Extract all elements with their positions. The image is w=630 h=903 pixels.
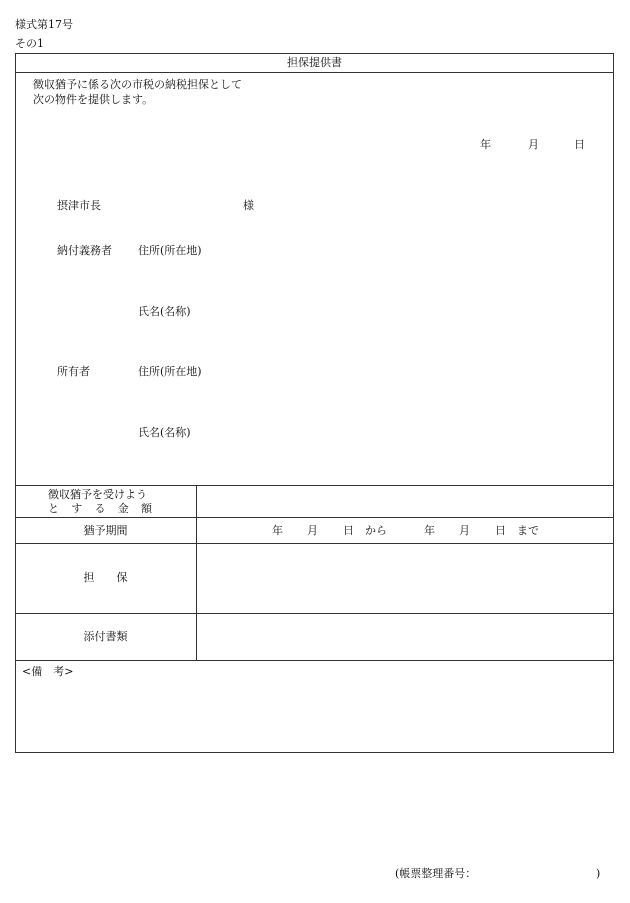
date-day-label: 日 bbox=[574, 138, 585, 151]
period-from-month: 月 bbox=[307, 524, 318, 537]
owner-label: 所有者 bbox=[57, 365, 90, 378]
owner-name-label: 氏名(名称) bbox=[138, 426, 191, 439]
amount-label-line-2 bbox=[48, 502, 152, 515]
period-to-word: まで bbox=[517, 524, 539, 537]
amount-char: る bbox=[94, 502, 106, 515]
ledger-number-label: (帳票整理番号： bbox=[395, 867, 477, 880]
taxpayer-label: 納付義務者 bbox=[57, 244, 112, 257]
table-line-period bbox=[15, 543, 614, 544]
intro-line-2: 次の物件を提供します。 bbox=[33, 93, 154, 106]
taxpayer-address-label: 住所(所在地) bbox=[138, 244, 202, 257]
period-to-month: 月 bbox=[459, 524, 470, 537]
amount-char: 金 bbox=[117, 502, 129, 515]
ledger-number-close: ) bbox=[596, 867, 601, 880]
amount-char: す bbox=[71, 502, 83, 515]
period-from-word: から bbox=[365, 524, 387, 537]
addressee-honorific: 様 bbox=[243, 199, 254, 212]
addressee-name: 摂津市長 bbox=[57, 199, 101, 212]
date-year-label: 年 bbox=[480, 138, 491, 151]
amount-char: 額 bbox=[141, 502, 152, 515]
owner-address-label: 住所(所在地) bbox=[138, 365, 202, 378]
period-label: 猶予期間 bbox=[83, 524, 128, 537]
taxpayer-name-label: 氏名(名称) bbox=[138, 305, 191, 318]
form-title: 担保提供書 bbox=[287, 56, 342, 69]
period-to-year: 年 bbox=[424, 524, 435, 537]
attachments-label: 添付書類 bbox=[83, 630, 128, 643]
intro-line-1: 徴収猶予に係る次の市税の納税担保として bbox=[33, 78, 242, 91]
table-line-amount bbox=[15, 517, 614, 518]
table-top-line bbox=[15, 485, 614, 486]
period-to-day: 日 bbox=[495, 524, 506, 537]
table-line-collateral bbox=[15, 613, 614, 614]
table-column-divider bbox=[196, 485, 197, 660]
form-frame bbox=[15, 53, 614, 753]
table-line-attachments bbox=[15, 660, 614, 661]
title-divider bbox=[15, 72, 614, 73]
form-number: 様式第17号 bbox=[15, 18, 73, 31]
date-month-label: 月 bbox=[528, 138, 539, 151]
amount-label-line-1: 徴収猶予を受けよう bbox=[48, 488, 147, 501]
collateral-label: 担 保 bbox=[83, 571, 128, 584]
amount-char: と bbox=[48, 502, 59, 515]
period-from-year: 年 bbox=[272, 524, 283, 537]
period-from-day: 日 bbox=[343, 524, 354, 537]
remarks-label: <備 考> bbox=[22, 665, 74, 678]
sub-number: その1 bbox=[15, 37, 44, 50]
